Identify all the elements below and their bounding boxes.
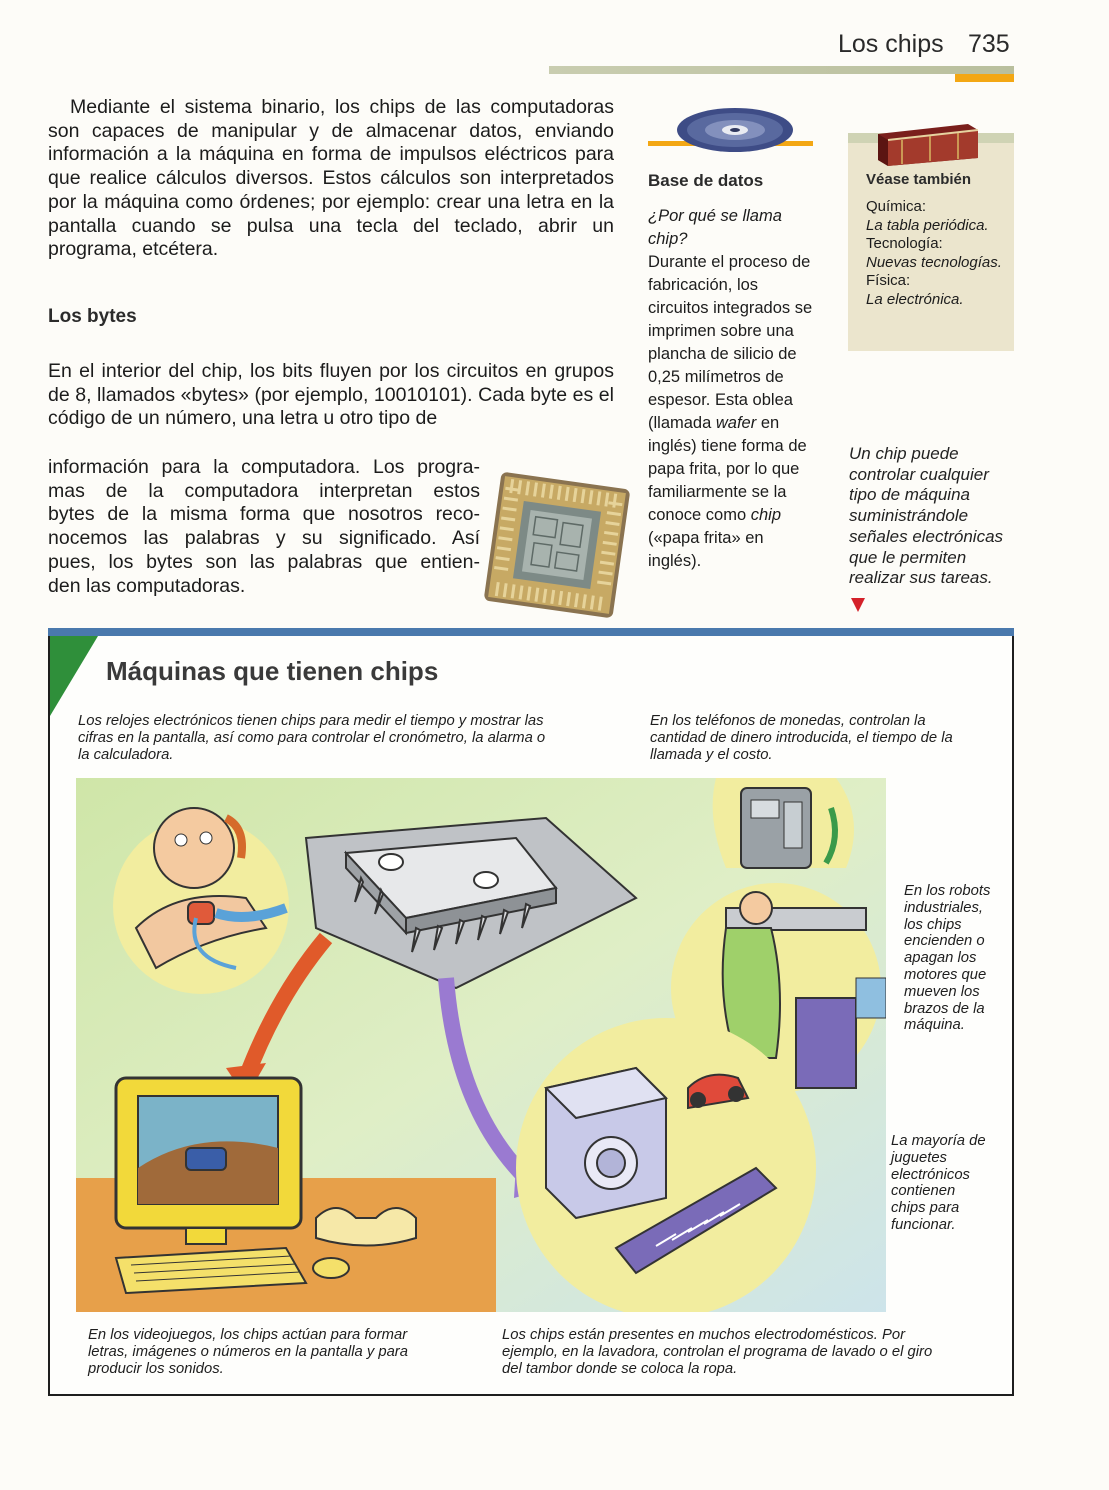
text-line: bytes de la misma forma que nosotros reco- [48,503,480,526]
text-line: den las computadoras. [48,574,246,597]
section-heading-bytes: Los bytes [48,306,137,327]
see-also-link[interactable]: Nuevas tecnologías. [866,253,1002,271]
feature-box-topbar [48,628,1014,636]
see-also-subject: Tecnología: [866,235,943,252]
text-line: información para la computadora. Los progra- [48,456,480,478]
sidebar-question: ¿Por qué se llama chip? [648,207,782,248]
text-line: nocemos las palabras y su significado. Así [48,527,480,550]
see-also-heading: Véase también [866,171,972,188]
bytes-paragraph-continued [48,456,480,598]
sidebar-body-base-de-datos [648,205,816,573]
sidebar-heading-base-de-datos: Base de datos [648,171,764,190]
see-also-link[interactable]: La electrónica. [866,290,964,308]
text-line: mas de la computadora interpretan estos [48,479,480,502]
green-corner-accent [50,636,98,716]
page-number: 735 [968,30,1010,58]
bytes-paragraph: En el interior del chip, los bits fluyen por los circuitos en grupos de 8, llamados «bytes» (por ejemplo, 10010101). Cada byte es el código de un número, una letra u otro tipo de [48,360,614,430]
sidebar-answer: Durante el proceso de fabricación, los circuitos integrados se imprimen sobre una plancha de silicio de 0,25 milímetros de espesor. Esta oblea (llamada wafer en inglés) tiene forma de papa frita, por lo que familiarmente se la conoce como chip («papa frita» en inglés). [648,253,813,570]
caption-telefonos: En los teléfonos de monedas, controlan la cantidad de dinero introducida, el tiempo de la llamada y el costo. [650,713,953,763]
caption-electrodomesticos: Los chips están presentes en muchos electrodomésticos. Por ejemplo, en la lavadora, controlan el programa de lavado o el giro del tambor donde se coloca la ropa. [502,1327,933,1377]
side-caption: Un chip puede controlar cualquier tipo de máquina suministrándole señales electrónicas que le permiten realizar sus tareas. [849,444,1004,588]
phone-scene [713,778,854,868]
text-line: pues, los bytes son las palabras que entien- [48,550,480,573]
compact-disc-icon [675,106,795,154]
chip-photo [478,466,636,624]
header-accent [955,74,1014,82]
see-also-subject: Física: [866,272,911,289]
book-icon [872,120,982,168]
caption-relojes: Los relojes electrónicos tienen chips para medir el tiempo y mostrar las cifras en la pantalla, así como para controlar el cronómetro, la alarma o la calculadora. [78,713,546,763]
intro-paragraph: Mediante el sistema binario, los chips de las computadoras son capaces de manipular y de almacenar datos, enviando información a la máquina en forma de impulsos eléctricos para que realice cálculos diversos. Estos cálculos son interpretados por la máquina como órdenes; por ejemplo: crear una letra en la pantalla cuando se pulsa una tecla del teclado, abrir un programa, etcétera. [48,96,614,261]
page-header-title: Los chips [838,30,944,58]
see-also-subject: Química: [866,198,927,215]
caption-videojuegos: En los videojuegos, los chips actúan para formar letras, imágenes o números en la pantalla y para producir los sonidos. [88,1327,408,1377]
see-also-link[interactable]: La tabla periódica. [866,216,989,234]
see-also-list [866,198,1011,309]
caption-robots: En los robots industriales, los chips encienden o apagan los motores que mueven los brazos de la máquina. [904,883,991,1034]
feature-box-title: Máquinas que tienen chips [106,656,439,686]
appliance-scene [516,1018,816,1312]
header-rule [549,66,1014,74]
caption-juguetes: La mayoría de juguetes electrónicos contienen chips para funcionar. [891,1133,986,1233]
machines-illustration [76,778,886,1312]
down-triangle-icon [851,598,865,612]
